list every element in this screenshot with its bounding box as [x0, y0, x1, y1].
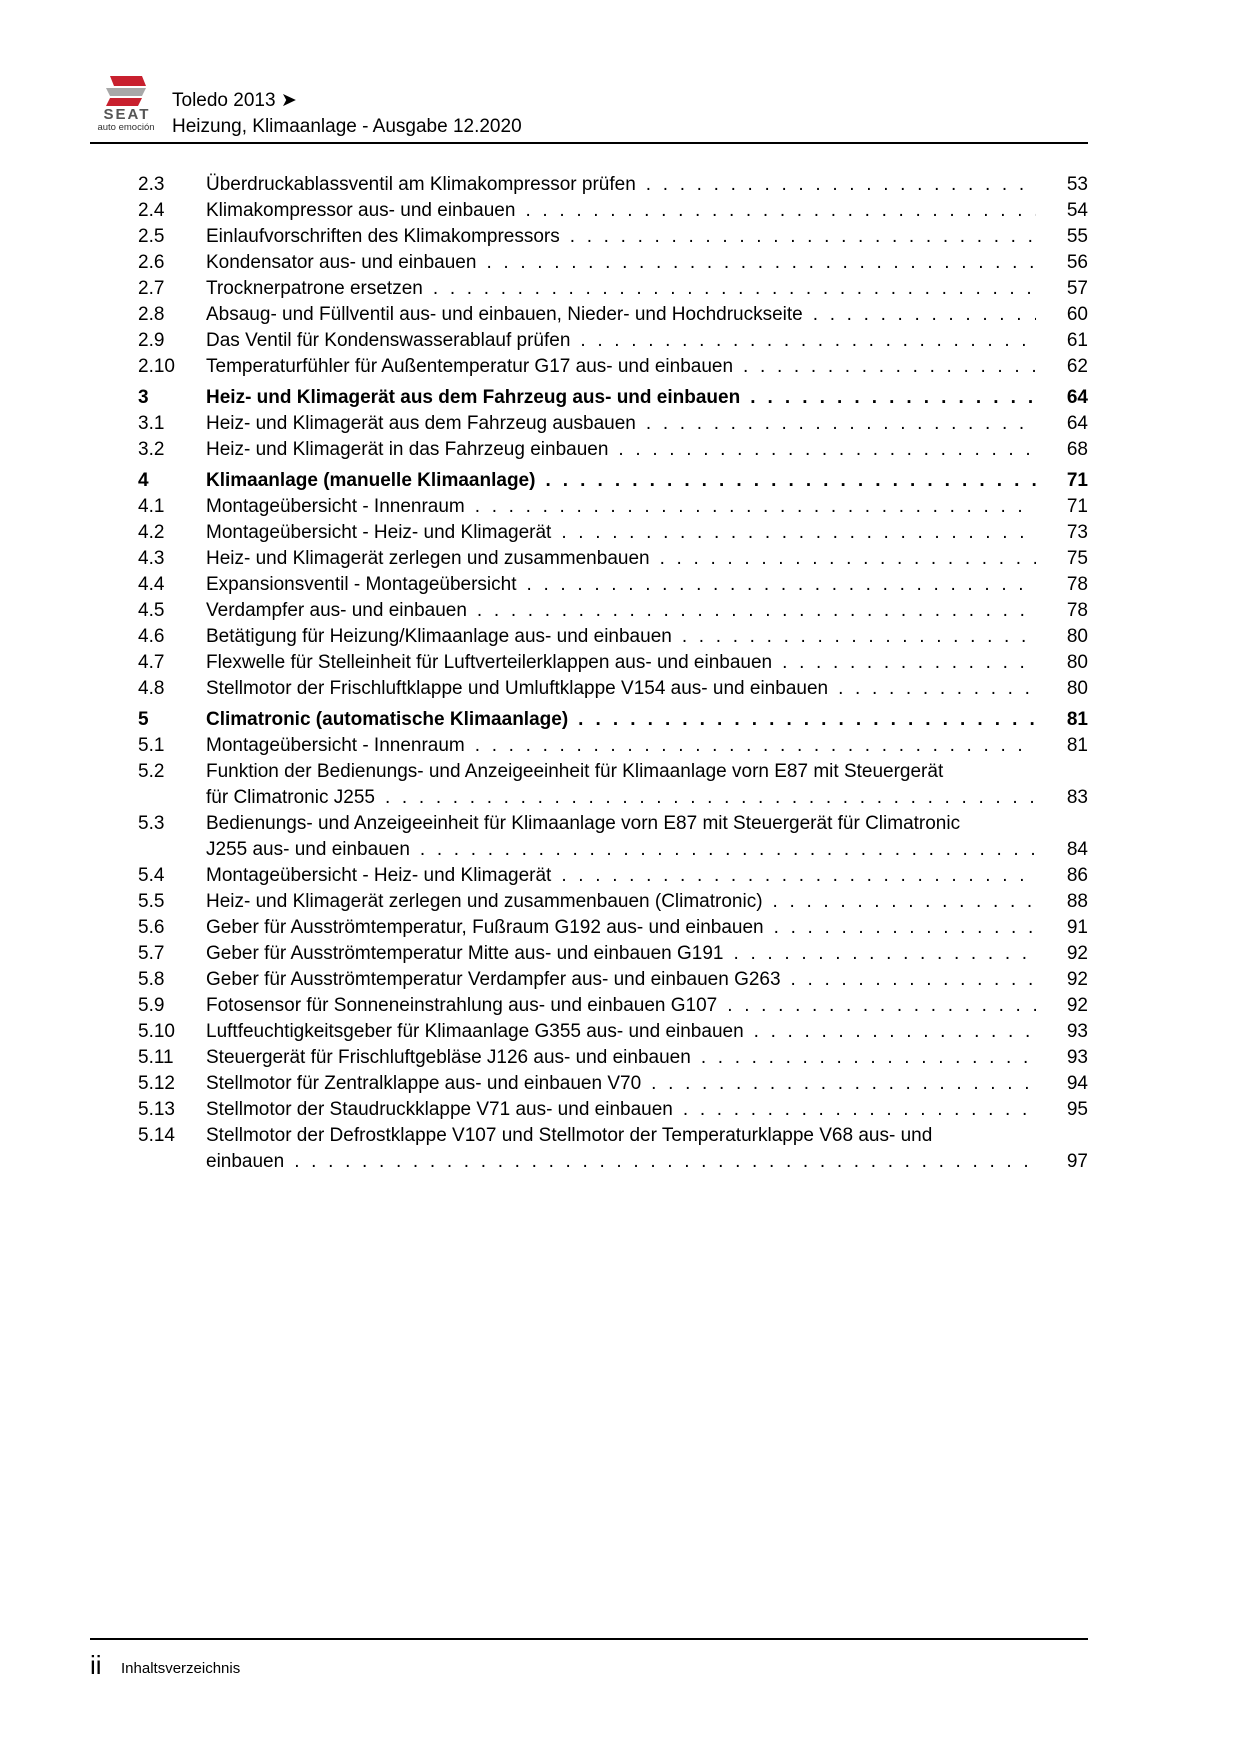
dot-leader [477, 598, 1036, 624]
toc-entry-number: 2.4 [138, 200, 165, 221]
dot-leader [743, 354, 1036, 380]
toc-entry-page: 78 [1066, 600, 1088, 621]
toc-entry-number: 5.1 [138, 735, 165, 756]
toc-entry-title: Steuergerät für Frischluftgebläse J126 aus- und einbauen [206, 1047, 691, 1068]
toc-entry-title-line1: Funktion der Bedienungs- und Anzeigeeinheit für Klimaanlage vorn E87 mit Steuergerät [206, 761, 944, 782]
seat-logo [90, 74, 162, 136]
dot-leader [727, 993, 1036, 1019]
page-header [90, 70, 1090, 148]
toc-entry-title: Stellmotor der Staudruckklappe V71 aus- und einbauen [206, 1099, 673, 1120]
toc-entry-page: 94 [1066, 1073, 1088, 1094]
toc-entry-title: Das Ventil für Kondenswasserablauf prüfen [206, 330, 571, 351]
toc-entry[interactable] [138, 276, 1088, 302]
dot-leader [750, 385, 1036, 411]
dot-leader [433, 276, 1036, 302]
dot-leader [683, 1097, 1036, 1123]
dot-leader [813, 302, 1036, 328]
dot-leader [486, 250, 1036, 276]
toc-entry-page: 71 [1066, 470, 1088, 491]
toc-entry[interactable] [138, 1019, 1088, 1045]
toc-entry[interactable] [138, 1071, 1088, 1097]
dot-leader [660, 546, 1036, 572]
toc-entry-title: Klimaanlage (manuelle Klimaanlage) [206, 470, 536, 491]
toc-entry[interactable] [138, 354, 1088, 380]
toc-entry-title: Montageübersicht - Innenraum [206, 496, 465, 517]
toc-entry[interactable] [138, 494, 1088, 520]
toc-entry-title: Trocknerpatrone ersetzen [206, 278, 423, 299]
toc-entry-page: 80 [1066, 652, 1088, 673]
toc-entry-number: 4.3 [138, 548, 165, 569]
toc-entry-title: Verdampfer aus- und einbauen [206, 600, 467, 621]
dot-leader [774, 915, 1036, 941]
toc-entry-number: 3 [138, 387, 149, 408]
dot-leader [646, 172, 1036, 198]
toc-entry-page: 75 [1066, 548, 1088, 569]
toc-entry-page: 93 [1066, 1021, 1088, 1042]
toc-entry-page: 92 [1066, 995, 1088, 1016]
toc-entry-number: 5.6 [138, 917, 165, 938]
dot-leader [385, 785, 1036, 811]
toc-entry-title: Heiz- und Klimagerät aus dem Fahrzeug ausbauen [206, 413, 636, 434]
toc-entry-page: 71 [1066, 496, 1088, 517]
toc-entry-page: 80 [1066, 678, 1088, 699]
toc-entry-page: 97 [1066, 1151, 1088, 1172]
toc-entry-number: 3.2 [138, 439, 165, 460]
toc-entry[interactable] [138, 1123, 1088, 1175]
toc-entry-number: 5.3 [138, 813, 165, 834]
dot-leader [773, 889, 1036, 915]
toc-entry[interactable] [138, 572, 1088, 598]
toc-entry[interactable] [138, 250, 1088, 276]
toc-entry-number: 5.11 [138, 1047, 174, 1068]
toc-entry-page: 81 [1066, 735, 1088, 756]
toc-entry-title: Betätigung für Heizung/Klimaanlage aus- und einbauen [206, 626, 672, 647]
seat-emblem-icon [90, 74, 162, 108]
toc-entry[interactable] [138, 172, 1088, 198]
toc-chapter-entry[interactable] [138, 385, 1088, 411]
toc-entry-page: 88 [1066, 891, 1088, 912]
toc-entry-title: Geber für Ausströmtemperatur Verdampfer aus- und einbauen G263 [206, 969, 781, 990]
toc-entry-page: 61 [1066, 330, 1088, 351]
toc-entry-title: Montageübersicht - Heiz- und Klimagerät [206, 865, 552, 886]
toc-entry-number: 5.12 [138, 1073, 175, 1094]
logo-brand-text: SEAT [103, 106, 151, 123]
toc-entry-title: Überdruckablassventil am Klimakompressor prüfen [206, 174, 636, 195]
dot-leader [838, 676, 1036, 702]
toc-entry-title: Heiz- und Klimagerät aus dem Fahrzeug aus- und einbauen [206, 387, 741, 408]
toc-entry-title: Luftfeuchtigkeitsgeber für Klimaanlage G355 aus- und einbauen [206, 1021, 744, 1042]
toc-entry[interactable] [138, 224, 1088, 250]
toc-entry-title-line1: Bedienungs- und Anzeigeeinheit für Klimaanlage vorn E87 mit Steuergerät für Climatronic [206, 813, 961, 834]
toc-entry-page: 55 [1066, 226, 1088, 247]
logo-tagline: auto emoción [97, 122, 155, 133]
toc-entry[interactable] [138, 915, 1088, 941]
toc-entry-page: 78 [1066, 574, 1088, 595]
toc-entry-page: 56 [1066, 252, 1088, 273]
toc-entry[interactable] [138, 598, 1088, 624]
toc-entry-number: 3.1 [138, 413, 165, 434]
toc-entry[interactable] [138, 1045, 1088, 1071]
toc-entry-number: 2.5 [138, 226, 165, 247]
toc-entry[interactable] [138, 302, 1088, 328]
toc-entry-page: 54 [1066, 200, 1088, 221]
toc-entry-page: 95 [1066, 1099, 1088, 1120]
toc-entry[interactable] [138, 520, 1088, 546]
footer-section-label: Inhaltsverzeichnis [121, 1660, 241, 1677]
toc-entry-page: 92 [1066, 943, 1088, 964]
toc-entry[interactable] [138, 1097, 1088, 1123]
toc-entry-page: 53 [1066, 174, 1088, 195]
toc-entry-title: Expansionsventil - Montageübersicht [206, 574, 517, 595]
toc-entry-number: 2.7 [138, 278, 165, 299]
dot-leader [420, 837, 1036, 863]
toc-entry[interactable] [138, 676, 1088, 702]
toc-entry-page: 92 [1066, 969, 1088, 990]
toc-entry-number: 5.5 [138, 891, 165, 912]
dot-leader [646, 411, 1036, 437]
toc-chapter-entry[interactable] [138, 468, 1088, 494]
toc-entry[interactable] [138, 650, 1088, 676]
dot-leader [782, 650, 1036, 676]
toc-entry-title: Geber für Ausströmtemperatur Mitte aus- und einbauen G191 [206, 943, 724, 964]
toc-entry-number: 4.2 [138, 522, 165, 543]
toc-entry-page: 91 [1066, 917, 1088, 938]
toc-entry-title: Stellmotor der Frischluftklappe und Umluftklappe V154 aus- und einbauen [206, 678, 829, 699]
dot-leader [701, 1045, 1036, 1071]
toc-entry[interactable] [138, 198, 1088, 224]
dot-leader [578, 707, 1036, 733]
toc-entry-number: 5.9 [138, 995, 165, 1016]
toc-entry-number: 2.10 [138, 356, 175, 377]
dot-leader [580, 328, 1036, 354]
dot-leader [525, 198, 1036, 224]
toc-entry-title: Temperaturfühler für Außentemperatur G17 aus- und einbauen [206, 356, 734, 377]
toc-entry-title: Einlaufvorschriften des Klimakompressors [206, 226, 560, 247]
toc-entry-number: 2.9 [138, 330, 165, 351]
toc-entry[interactable] [138, 863, 1088, 889]
toc-entry-number: 5.10 [138, 1021, 175, 1042]
toc-chapter-entry[interactable] [138, 707, 1088, 733]
toc-entry[interactable] [138, 328, 1088, 354]
toc-entry-number: 5 [138, 709, 149, 730]
toc-entry-number: 4.4 [138, 574, 165, 595]
toc-entry-number: 2.6 [138, 252, 165, 273]
toc-entry[interactable] [138, 993, 1088, 1019]
toc-entry[interactable] [138, 733, 1088, 759]
dot-leader [545, 468, 1036, 494]
header-divider [90, 142, 1088, 144]
toc-entry-title: Stellmotor für Zentralklappe aus- und einbauen V70 [206, 1073, 642, 1094]
toc-entry-title: Absaug- und Füllventil aus- und einbauen, Nieder- und Hochdruckseite [206, 304, 803, 325]
toc-entry-page: 86 [1066, 865, 1088, 886]
toc-entry-number: 5.14 [138, 1125, 175, 1146]
toc-entry-title: Fotosensor für Sonneneinstrahlung aus- und einbauen G107 [206, 995, 718, 1016]
toc-entry-number: 2.3 [138, 174, 165, 195]
dot-leader [475, 733, 1036, 759]
toc-entry[interactable] [138, 411, 1088, 437]
dot-leader [754, 1019, 1036, 1045]
toc-entry-number: 4.7 [138, 652, 165, 673]
toc-entry-title: Climatronic (automatische Klimaanlage) [206, 709, 569, 730]
toc-entry-page: 57 [1066, 278, 1088, 299]
page-number: ii [90, 1650, 102, 1680]
toc-entry[interactable] [138, 759, 1088, 811]
dot-leader [651, 1071, 1036, 1097]
toc-entry-page: 81 [1066, 709, 1088, 730]
dot-leader [682, 624, 1036, 650]
toc-entry-number: 5.4 [138, 865, 165, 886]
dot-leader [734, 941, 1037, 967]
toc-entry-number: 5.13 [138, 1099, 175, 1120]
table-of-contents [138, 172, 1088, 1175]
dot-leader [791, 967, 1036, 993]
toc-entry[interactable] [138, 941, 1088, 967]
toc-entry-title: für Climatronic J255 [206, 787, 375, 808]
document-subtitle: Heizung, Klimaanlage - Ausgabe 12.2020 [172, 116, 522, 137]
toc-entry-number: 4.6 [138, 626, 165, 647]
toc-entry-page: 60 [1066, 304, 1088, 325]
dot-leader [294, 1149, 1036, 1175]
dot-leader [561, 863, 1036, 889]
toc-entry-title: Heiz- und Klimagerät zerlegen und zusammenbauen [206, 548, 650, 569]
toc-entry-page: 73 [1066, 522, 1088, 543]
toc-entry-number: 4.5 [138, 600, 165, 621]
dot-leader [561, 520, 1036, 546]
toc-entry[interactable] [138, 624, 1088, 650]
toc-entry-title: einbauen [206, 1151, 285, 1172]
toc-entry-number: 4.8 [138, 678, 165, 699]
toc-entry-page: 84 [1066, 839, 1088, 860]
document-title: Toledo 2013 ➤ [172, 90, 297, 111]
toc-entry-title: Montageübersicht - Innenraum [206, 735, 465, 756]
toc-entry-title: Kondensator aus- und einbauen [206, 252, 477, 273]
toc-entry-page: 80 [1066, 626, 1088, 647]
toc-entry[interactable] [138, 546, 1088, 572]
toc-entry-title: J255 aus- und einbauen [206, 839, 410, 860]
toc-entry[interactable] [138, 889, 1088, 915]
toc-entry-page: 62 [1066, 356, 1088, 377]
toc-entry[interactable] [138, 967, 1088, 993]
toc-entry-title: Heiz- und Klimagerät zerlegen und zusammenbauen (Climatronic) [206, 891, 763, 912]
dot-leader [527, 572, 1036, 598]
toc-entry-page: 68 [1066, 439, 1088, 460]
dot-leader [475, 494, 1036, 520]
toc-entry-page: 64 [1066, 413, 1088, 434]
toc-entry-number: 5.2 [138, 761, 165, 782]
toc-entry-page: 83 [1066, 787, 1088, 808]
dot-leader [570, 224, 1036, 250]
toc-entry-title: Flexwelle für Stelleinheit für Luftverteilerklappen aus- und einbauen [206, 652, 773, 673]
toc-entry-title: Heiz- und Klimagerät in das Fahrzeug einbauen [206, 439, 609, 460]
toc-entry-number: 4 [138, 470, 149, 491]
toc-entry-number: 2.8 [138, 304, 165, 325]
toc-entry[interactable] [138, 811, 1088, 863]
toc-entry-number: 4.1 [138, 496, 165, 517]
toc-entry-title: Montageübersicht - Heiz- und Klimagerät [206, 522, 552, 543]
toc-entry-page: 93 [1066, 1047, 1088, 1068]
toc-entry-title: Klimakompressor aus- und einbauen [206, 200, 516, 221]
dot-leader [618, 437, 1036, 463]
toc-entry[interactable] [138, 437, 1088, 463]
toc-entry-title: Geber für Ausströmtemperatur, Fußraum G192 aus- und einbauen [206, 917, 764, 938]
toc-entry-title-line1: Stellmotor der Defrostklappe V107 und Stellmotor der Temperaturklappe V68 aus- und [206, 1125, 933, 1146]
toc-entry-number: 5.7 [138, 943, 165, 964]
toc-entry-number: 5.8 [138, 969, 165, 990]
toc-entry-page: 64 [1066, 387, 1088, 408]
footer-divider [90, 1638, 1088, 1640]
